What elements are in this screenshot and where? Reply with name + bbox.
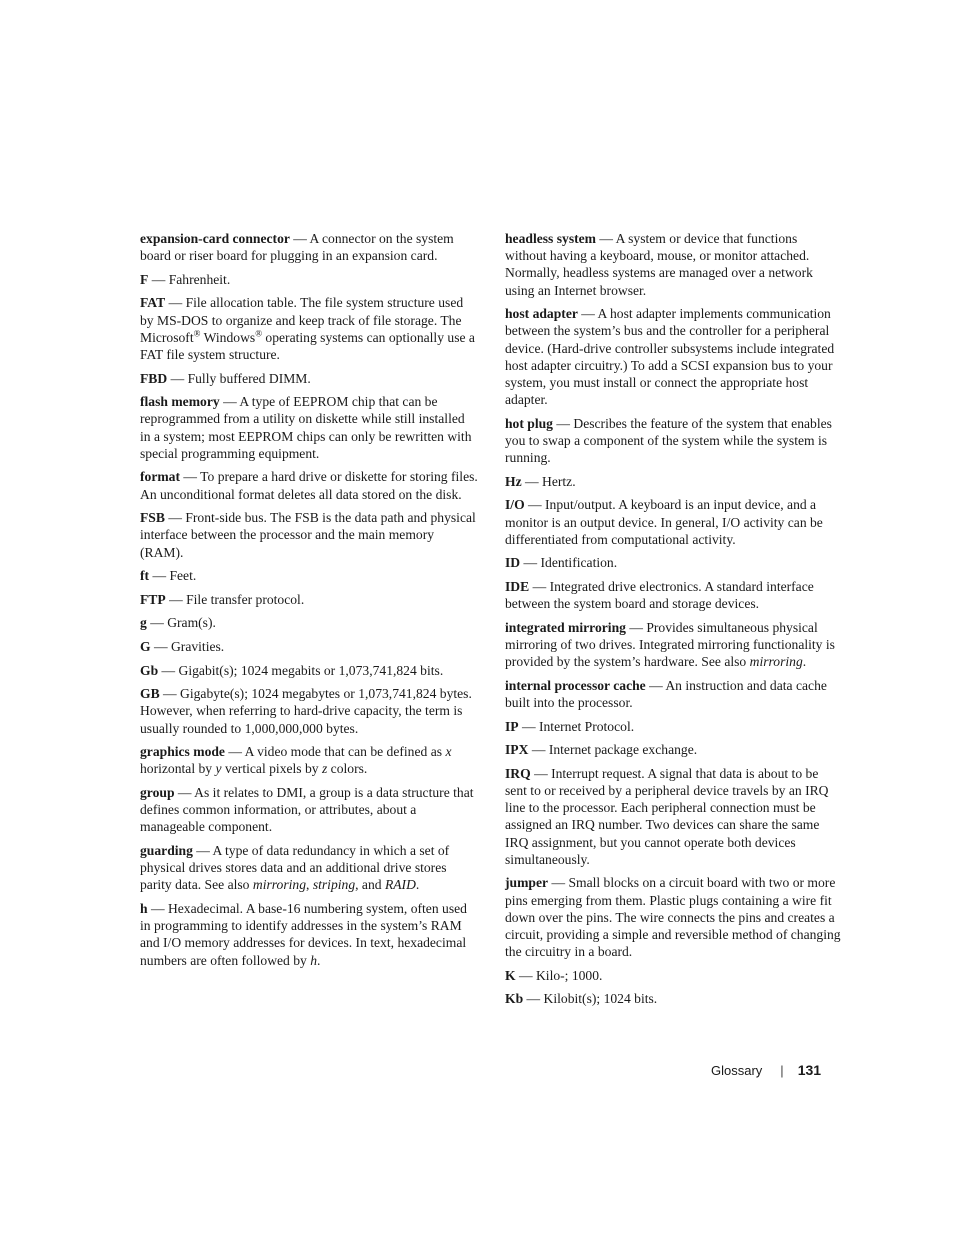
term-separator: — (518, 718, 539, 734)
glossary-term: flash memory (140, 394, 220, 410)
glossary-entry (505, 496, 841, 548)
definition-italic-term: y (215, 761, 222, 777)
glossary-entry (140, 271, 478, 288)
glossary-entry (140, 784, 478, 836)
glossary-entry (505, 677, 841, 711)
glossary-entry (140, 662, 478, 679)
glossary-term: I/O (505, 497, 525, 513)
term-separator: — (147, 900, 168, 916)
glossary-term: FAT (140, 295, 166, 311)
glossary-term: ft (140, 568, 150, 584)
glossary-definition: File transfer protocol. (186, 591, 305, 607)
glossary-entry (140, 370, 478, 387)
glossary-term: GB (140, 686, 160, 702)
glossary-definition: As it relates to DMI, a group is a data structure that defines common information, or attributes, about a manageable component. (140, 784, 474, 835)
glossary-right-column (505, 230, 841, 1014)
glossary-term: FTP (140, 591, 166, 607)
glossary-entry (505, 741, 841, 758)
term-separator: — (165, 295, 186, 311)
term-separator: — (289, 231, 310, 246)
term-separator: — (219, 394, 240, 410)
definition-text: , (306, 877, 313, 893)
glossary-entry (140, 567, 478, 584)
glossary-definition (140, 901, 467, 968)
glossary-entry (505, 473, 841, 490)
glossary-definition: Interrupt request. A signal that data is about to be sent to or received by a peripheral device travels by an IRQ line to the processor. Each peripheral connection must be assigned an IRQ number. Two devices can share the same IRQ assignment, but you cannot operate both devices simultaneously. (505, 765, 829, 867)
definition-text: Provides simultaneous physical mirroring of two drives. Integrated mirroring functionality is provided by the system’s hardware. See also (505, 619, 835, 670)
term-separator: — (523, 991, 544, 1007)
term-separator: — (159, 686, 181, 702)
glossary-term: format (140, 469, 181, 485)
glossary-entry (140, 393, 478, 462)
glossary-entry (140, 614, 478, 631)
definition-italic-term: striping (312, 877, 356, 893)
term-separator: — (146, 615, 168, 631)
glossary-term: IPX (505, 742, 529, 758)
glossary-entry (140, 468, 478, 502)
glossary-term: host adapter (505, 306, 578, 322)
term-separator: — (577, 306, 598, 322)
definition-italic-term: RAID (384, 877, 416, 893)
glossary-entry (140, 685, 478, 737)
glossary-definition: To prepare a hard drive or diskette for storing files. An unconditional format deletes all data stored on the disk. (140, 469, 478, 502)
term-separator: — (174, 784, 195, 800)
glossary-term: internal processor cache (505, 677, 646, 693)
glossary-term: jumper (505, 875, 549, 891)
term-separator: — (596, 231, 616, 246)
glossary-term: headless system (505, 231, 597, 246)
definition-text: Hexadecimal. A base-16 numbering system, often used in programming to identify addresses in the system’s RAM and I/O memory addresses for devices. In text, hexadecimal numbers are often followed by (140, 900, 467, 968)
glossary-term: IRQ (505, 765, 531, 781)
glossary-entry (505, 765, 841, 868)
term-separator: — (180, 469, 201, 485)
glossary-term: Gb (140, 662, 159, 678)
glossary-term: g (140, 615, 147, 631)
glossary-entry (140, 638, 478, 655)
glossary-definition: A system or device that functions without having a keyboard, mouse, or monitor attached. Normally, headless systems are managed over a network using an Internet browser. (505, 231, 813, 298)
glossary-entry (505, 554, 841, 571)
term-separator: — (528, 742, 549, 758)
definition-text: . (415, 877, 420, 893)
definition-italic-term: h (310, 952, 318, 968)
glossary-definition: An instruction and data cache built into the processor. (505, 677, 827, 710)
term-separator: — (520, 555, 541, 571)
glossary-term: Kb (505, 991, 524, 1007)
glossary-entry (140, 842, 478, 894)
term-separator: — (167, 370, 188, 386)
definition-italic-term: mirroring (749, 654, 803, 670)
glossary-entry (505, 415, 841, 467)
glossary-definition: Internet Protocol. (538, 718, 635, 734)
definition-italic-term: x (445, 744, 452, 760)
glossary-entry (505, 305, 841, 408)
glossary-entry (140, 509, 478, 561)
definition-text: horizontal by (140, 761, 216, 777)
glossary-term: Hz (505, 473, 522, 489)
definition-text: . (802, 654, 807, 670)
term-separator: — (164, 510, 186, 526)
glossary-term: IDE (505, 579, 530, 594)
term-separator: — (224, 744, 245, 760)
term-separator: — (515, 967, 536, 983)
registered-mark: ® (255, 328, 263, 339)
glossary-term: K (505, 967, 516, 983)
glossary-definition: Identification. (540, 555, 618, 571)
glossary-definition: Gigabit(s); 1024 megabits or 1,073,741,824 bits. (178, 662, 444, 678)
glossary-definition: Describes the feature of the system that enables you to swap a component of the system while the system is running. (505, 415, 832, 466)
glossary-entry (505, 990, 841, 1007)
glossary-left-column (140, 230, 478, 975)
glossary-entry (505, 578, 841, 612)
glossary-definition: Gravities. (170, 638, 225, 654)
glossary-definition: Fahrenheit. (168, 271, 231, 287)
glossary-term: FSB (140, 510, 165, 526)
definition-text: vertical pixels by (221, 761, 322, 777)
glossary-entry (140, 294, 478, 363)
glossary-term: ID (505, 555, 521, 571)
glossary-entry (140, 900, 478, 969)
definition-italic-term: z (321, 761, 328, 777)
definition-text: . (317, 952, 321, 968)
glossary-definition: Integrated drive electronics. A standard interface between the system board and storage devices. (505, 579, 814, 612)
glossary-term: graphics mode (140, 744, 225, 760)
glossary-term: guarding (140, 842, 193, 858)
definition-text: Windows (200, 329, 256, 345)
glossary-definition: Kilo-; 1000. (535, 967, 603, 983)
term-separator: — (524, 497, 546, 513)
term-separator: — (530, 765, 552, 781)
glossary-term: IP (505, 718, 519, 734)
glossary-entry (140, 591, 478, 608)
term-separator: — (165, 591, 187, 607)
glossary-entry (140, 230, 478, 264)
page-number: 131 (797, 1062, 822, 1078)
glossary-definition: Small blocks on a circuit board with two or more pins emerging from them. Plastic plugs containing a wire fit down over the pins. The wire connects the pins and creates a circuit, providing a simple and reversible method of changing the circuitry in a board. (505, 875, 841, 960)
term-separator: — (552, 415, 574, 431)
glossary-term: G (140, 638, 151, 654)
definition-text: colors. (327, 761, 368, 777)
glossary-definition: Gram(s). (167, 615, 216, 631)
registered-mark: ® (193, 328, 201, 339)
term-separator: — (150, 638, 171, 654)
definition-text: , and (355, 877, 385, 893)
glossary-term: F (140, 271, 149, 287)
footer-separator: | (780, 1063, 784, 1078)
term-separator: — (548, 875, 569, 891)
glossary-definition: A type of EEPROM chip that can be reprogrammed from a utility on diskette while still installed in a system; most EEPROM chips can only be rewritten with special programming equipment. (140, 394, 472, 461)
glossary-term: expansion-card connector (140, 231, 290, 246)
glossary-term: h (140, 900, 148, 916)
term-separator: — (529, 579, 550, 594)
glossary-definition: A connector on the system board or riser board for plugging in an expansion card. (140, 231, 454, 264)
glossary-definition: Internet package exchange. (548, 742, 698, 758)
definition-italic-term: mirroring (252, 877, 307, 893)
term-separator: — (645, 677, 666, 693)
term-separator: — (192, 842, 213, 858)
term-separator: — (625, 619, 647, 635)
glossary-entry (505, 619, 841, 671)
glossary-definition: Feet. (169, 568, 197, 584)
glossary-term: hot plug (505, 415, 553, 431)
glossary-definition: Fully buffered DIMM. (187, 370, 311, 386)
glossary-term: integrated mirroring (505, 619, 626, 635)
page-footer (711, 1062, 821, 1078)
glossary-term: FBD (140, 370, 168, 386)
footer-section-title: Glossary (711, 1063, 763, 1078)
term-separator: — (148, 271, 169, 287)
glossary-definition: Gigabyte(s); 1024 megabytes or 1,073,741,824 bytes. However, when referring to hard-drive capacity, the term is usually rounded to 1,000,000,000 bytes. (140, 686, 472, 736)
glossary-entry (505, 718, 841, 735)
glossary-entry (140, 743, 478, 777)
term-separator: — (149, 568, 170, 584)
definition-text: operating systems can optionally use a FAT file system structure. (140, 329, 475, 362)
glossary-definition: Input/output. A keyboard is an input device, and a monitor is an output device. In general, I/O activity can be differentiated from computational activity. (505, 497, 823, 547)
glossary-entry (505, 967, 841, 984)
definition-text: A video mode that can be defined as (244, 744, 446, 760)
term-separator: — (521, 473, 542, 489)
glossary-definition: Kilobit(s); 1024 bits. (543, 991, 658, 1007)
glossary-entry (505, 230, 841, 299)
glossary-definition: Hertz. (542, 473, 576, 489)
glossary-term: group (140, 784, 175, 800)
glossary-definition: A host adapter implements communication between the system’s bus and the controller for a peripheral device. (Hard-drive controller subsystems include integrated host adapter circuitry.) To add a SCSI expansion bus to your system, you must install or connect the appropriate host adapter. (505, 306, 835, 408)
glossary-definition (140, 295, 475, 362)
glossary-definition: Front-side bus. The FSB is the data path and physical interface between the processor and the main memory (RAM). (140, 510, 476, 560)
definition-text: A type of data redundancy in which a set of physical drives stores data and an additional drive stores parity data. See also (140, 842, 450, 893)
term-separator: — (158, 662, 179, 678)
definition-text: File allocation table. The file system structure used by MS-DOS to organize and keep track of file storage. The Microsoft (140, 295, 464, 345)
glossary-entry (505, 874, 841, 960)
